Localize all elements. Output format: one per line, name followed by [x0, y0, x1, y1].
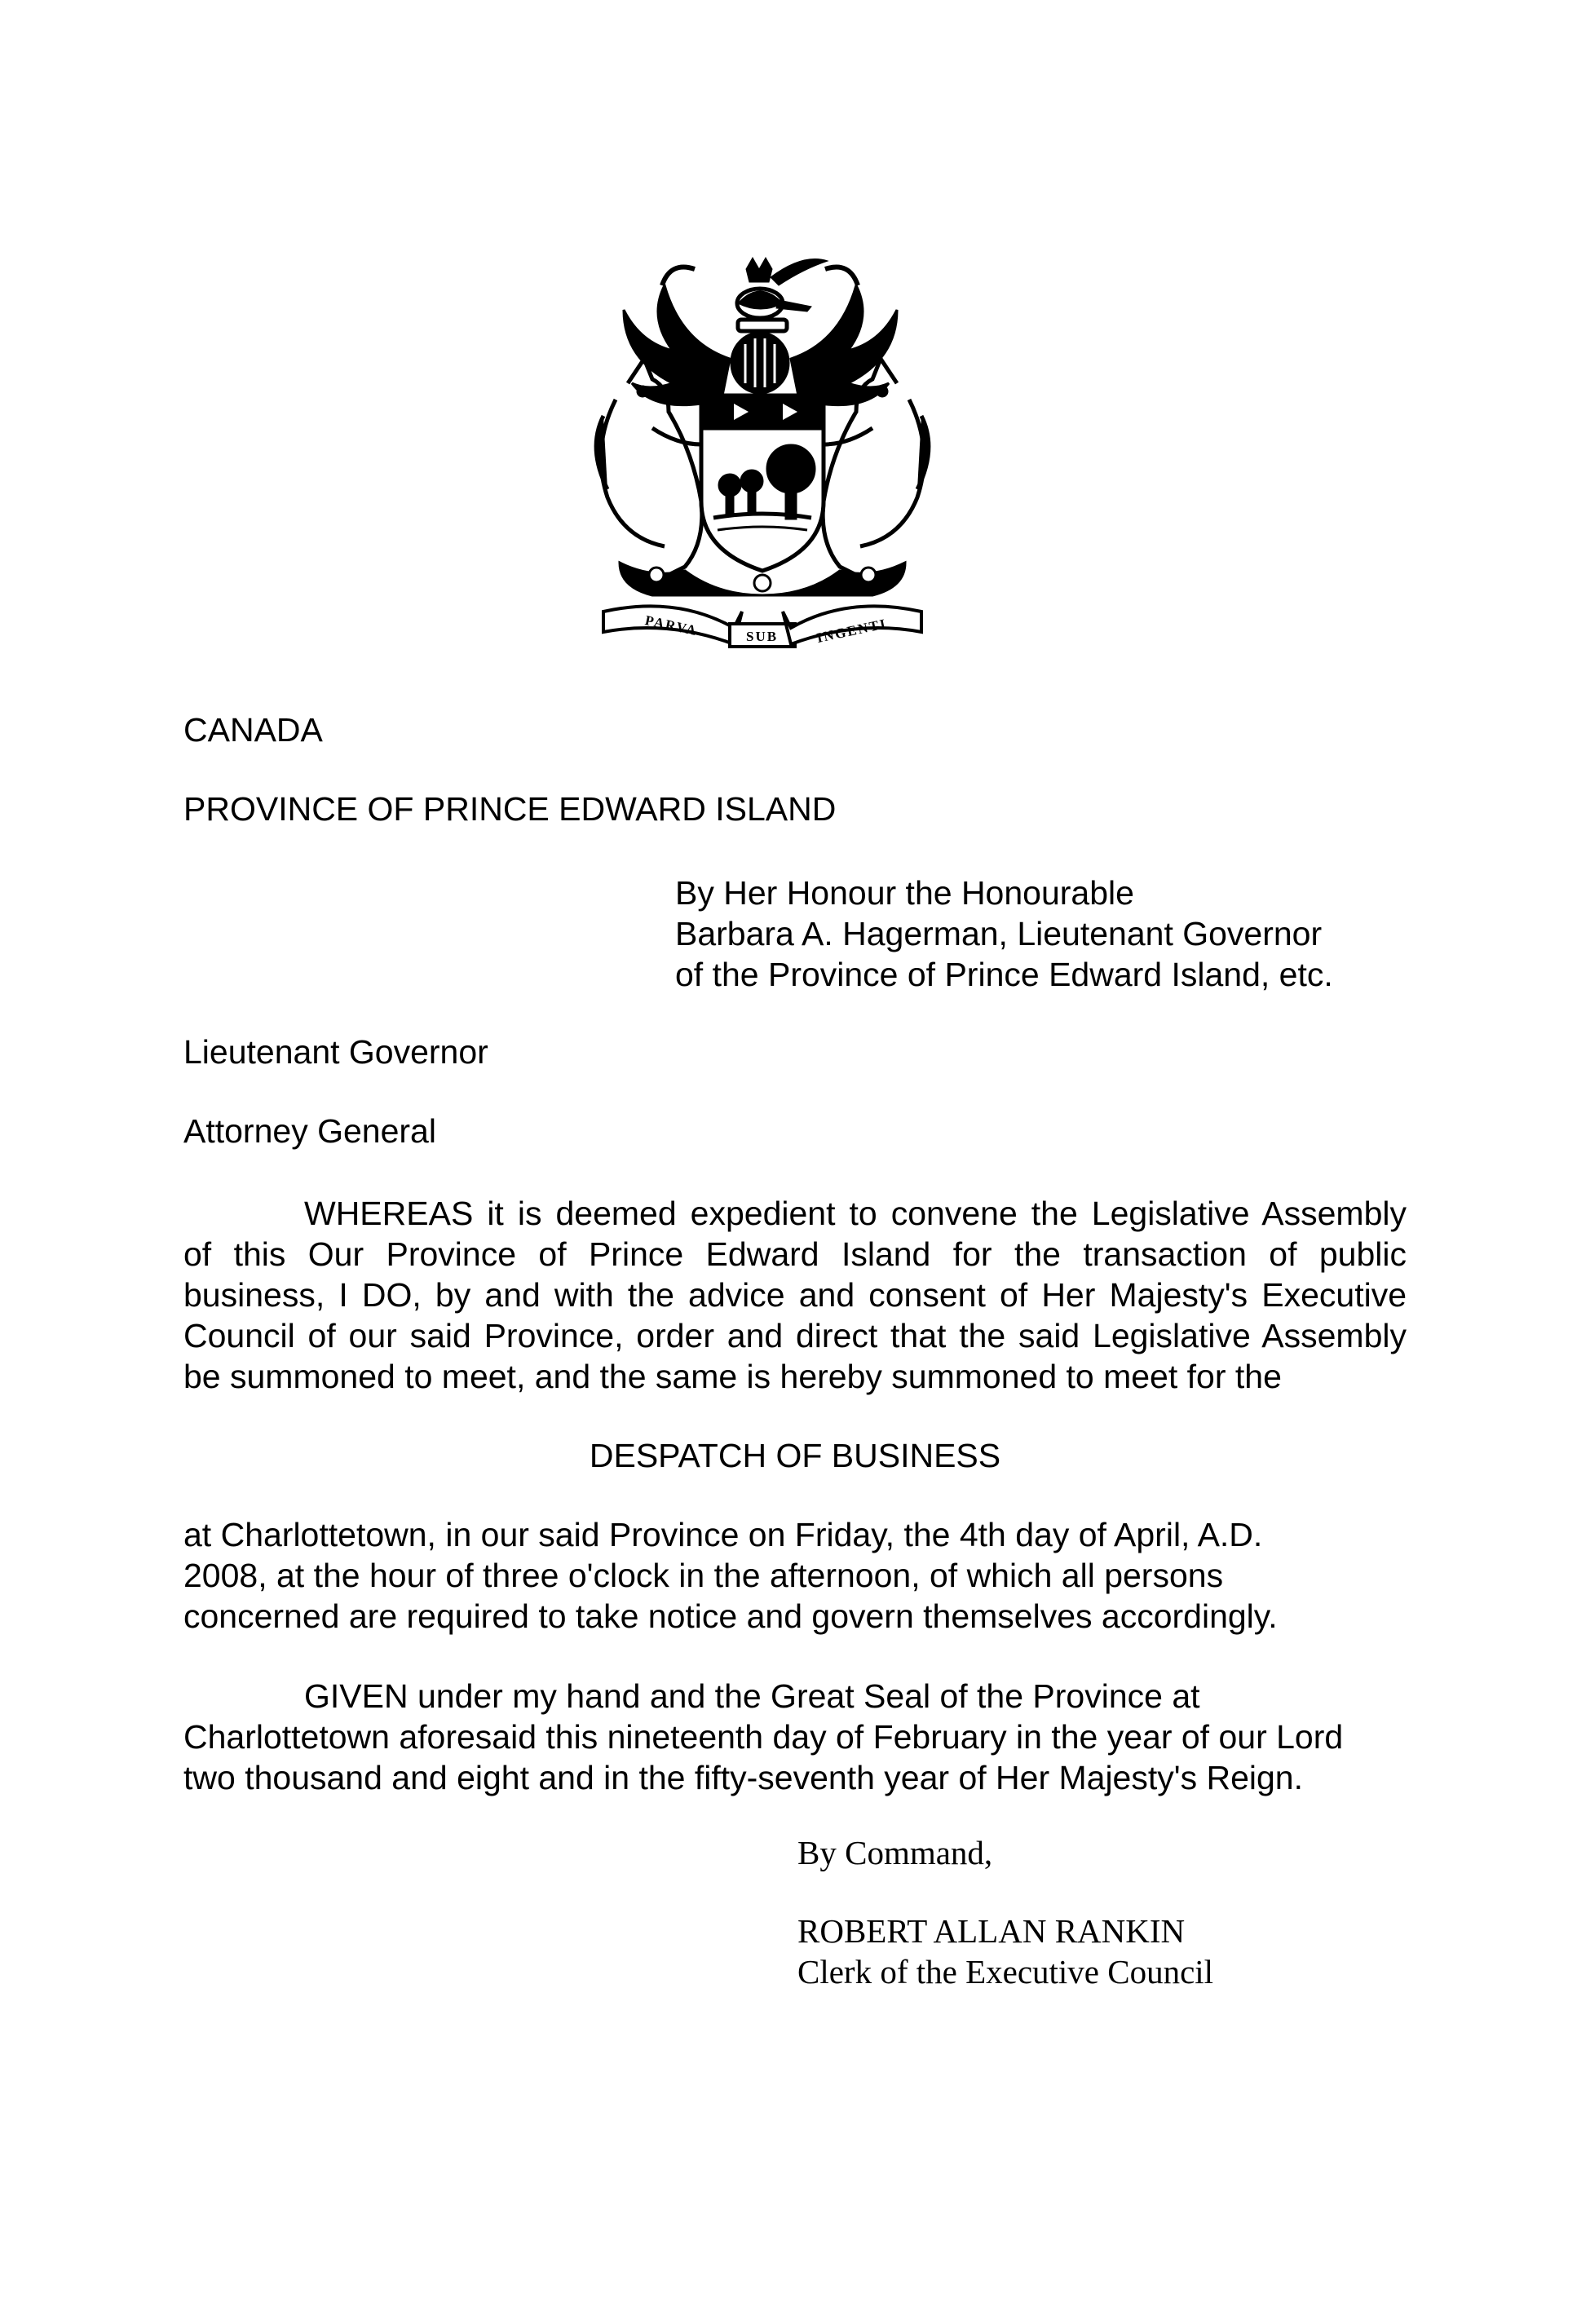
paragraph-line: 2008, at the hour of three o'clock in the afternoon, of which all persons: [183, 1557, 1224, 1594]
clerk-name: ROBERT ALLAN RANKIN: [797, 1912, 1186, 1950]
honour-line: Barbara A. Hagerman, Lieutenant Governor: [675, 915, 1323, 952]
honour-line: of the Province of Prince Edward Island, etc.: [675, 956, 1333, 993]
meeting-paragraph: [183, 1514, 1278, 1637]
crown-crest-icon: [737, 258, 828, 331]
paragraph-line: concerned are required to take notice and govern themselves accordingly.: [183, 1597, 1278, 1635]
province-heading: PROVINCE OF PRINCE EDWARD ISLAND: [183, 790, 837, 828]
paragraph-line: Council of our said Province, order and direct that the said Legislative Assembly: [183, 1317, 1407, 1354]
paragraph-line: be summoned to meet, and the same is hereby summoned to meet for the: [183, 1358, 1282, 1395]
paragraph-line: of this Our Province of Prince Edward Island for the transaction of public: [183, 1235, 1407, 1273]
motto-word-3: INGENTI: [815, 616, 889, 647]
paragraph-line: GIVEN under my hand and the Great Seal of the Province at: [304, 1677, 1200, 1715]
honour-line: By Her Honour the Honourable: [675, 874, 1134, 912]
honour-block: [675, 873, 1333, 995]
paragraph-line: business, I DO, by and with the advice and consent of Her Majesty's Executive: [183, 1276, 1407, 1314]
by-command-text: By Command,: [797, 1834, 993, 1871]
coat-of-arms-emblem: [571, 253, 954, 669]
motto-word-2: SUB: [746, 629, 779, 644]
paragraph-line: at Charlottetown, in our said Province on Friday, the 4th day of April, A.D.: [183, 1516, 1263, 1553]
helmet-icon: [732, 334, 788, 392]
paragraph-line: two thousand and eight and in the fifty-seventh year of Her Majesty's Reign.: [183, 1759, 1303, 1796]
signatory-block: [797, 1911, 1213, 1992]
shield-icon: [701, 395, 824, 571]
motto-word-1: PARVA: [643, 612, 700, 639]
paragraph-line: WHEREAS it is deemed expedient to convene the Legislative Assembly: [304, 1195, 1407, 1232]
lieutenant-governor-label: Lieutenant Governor: [183, 1033, 488, 1071]
paragraph-line: Charlottetown aforesaid this nineteenth day of February in the year of our Lord: [183, 1718, 1344, 1756]
despatch-heading: DESPATCH OF BUSINESS: [589, 1437, 1001, 1474]
clerk-title: Clerk of the Executive Council: [797, 1953, 1214, 1990]
country-heading: CANADA: [183, 711, 323, 749]
whereas-paragraph: [183, 1193, 1407, 1397]
given-paragraph: [183, 1676, 1343, 1798]
attorney-general-label: Attorney General: [183, 1112, 436, 1150]
